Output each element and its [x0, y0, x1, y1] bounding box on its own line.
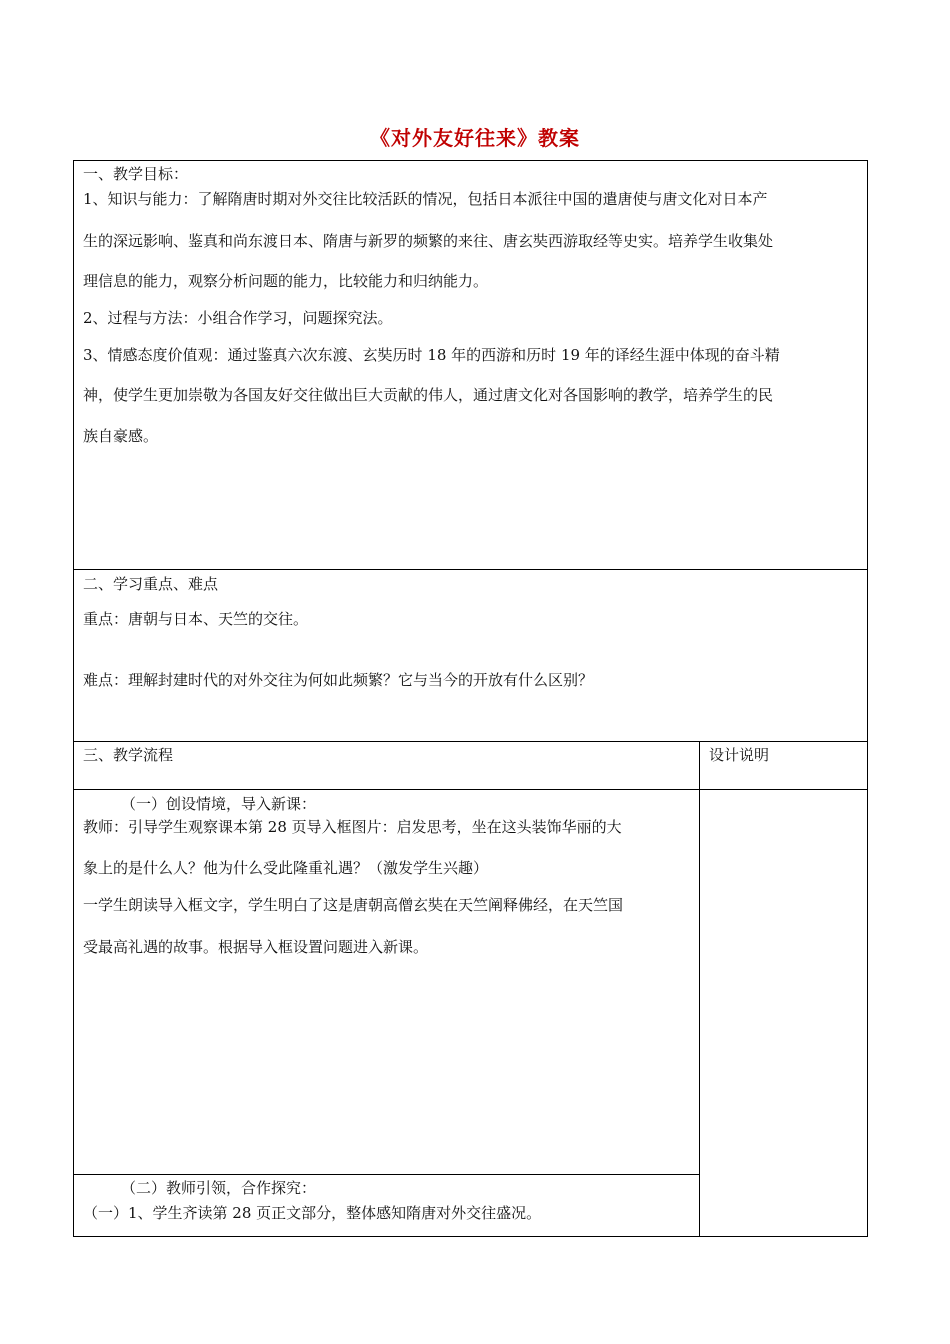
objective-knowledge-line2: 生的深远影响、鉴真和尚东渡日本、隋唐与新罗的频繁的来往、唐玄奘西游取经等史实。培养学生收集处 — [83, 232, 774, 250]
part1-line2: 象上的是什么人？他为什么受此隆重礼遇？（激发学生兴趣） — [83, 859, 489, 877]
part1-line1: 教师：引导学生观察课本第 28 页导入框图片：启发思考，坐在这头装饰华丽的大 — [83, 818, 622, 836]
key-point-text: 重点：唐朝与日本、天竺的交往。 — [83, 610, 309, 628]
design-notes-heading: 设计说明 — [709, 746, 770, 764]
row-divider-keypoints — [73, 741, 868, 742]
section-objectives-heading: 一、教学目标： — [83, 165, 189, 183]
document-title: 《对外友好往来》教案 — [370, 126, 580, 150]
row-divider-objectives — [73, 569, 868, 570]
section-flow-heading: 三、教学流程 — [83, 746, 174, 764]
part1-heading: （一）创设情境，导入新课： — [121, 795, 317, 813]
column-divider-design-notes — [699, 741, 700, 1237]
part1-line4: 受最高礼遇的故事。根据导入框设置问题进入新课。 — [83, 938, 429, 956]
objective-process-method: 2、过程与方法：小组合作学习，问题探究法。 — [83, 309, 393, 327]
row-divider-part2 — [73, 1174, 699, 1175]
objective-knowledge-line1: 1、知识与能力：了解隋唐时期对外交往比较活跃的情况，包括日本派往中国的遣唐使与唐文化对日本产 — [83, 190, 768, 208]
section-keypoints-heading: 二、学习重点、难点 — [83, 575, 219, 593]
part1-line3: 一学生朗读导入框文字，学生明白了这是唐朝高僧玄奘在天竺阐释佛经，在天竺国 — [83, 896, 624, 914]
objective-emotion-line1: 3、情感态度价值观：通过鉴真六次东渡、玄奘历时 18 年的西游和历时 19 年的译经生涯中体现的奋斗精 — [83, 346, 780, 364]
part2-heading: （二）教师引领，合作探究： — [121, 1179, 317, 1197]
difficulty-text: 难点：理解封建时代的对外交往为何如此频繁？它与当今的开放有什么区别？ — [83, 671, 594, 689]
objective-emotion-line3: 族自豪感。 — [83, 427, 159, 445]
part2-line1: （一）1、学生齐读第 28 页正文部分，整体感知隋唐对外交往盛况。 — [83, 1204, 542, 1222]
row-divider-flow-header — [73, 789, 868, 790]
objective-knowledge-line3: 理信息的能力，观察分析问题的能力，比较能力和归纳能力。 — [83, 272, 489, 290]
objective-emotion-line2: 神，使学生更加崇敬为各国友好交往做出巨大贡献的伟人，通过唐文化对各国影响的教学，培养学生的民 — [83, 386, 774, 404]
